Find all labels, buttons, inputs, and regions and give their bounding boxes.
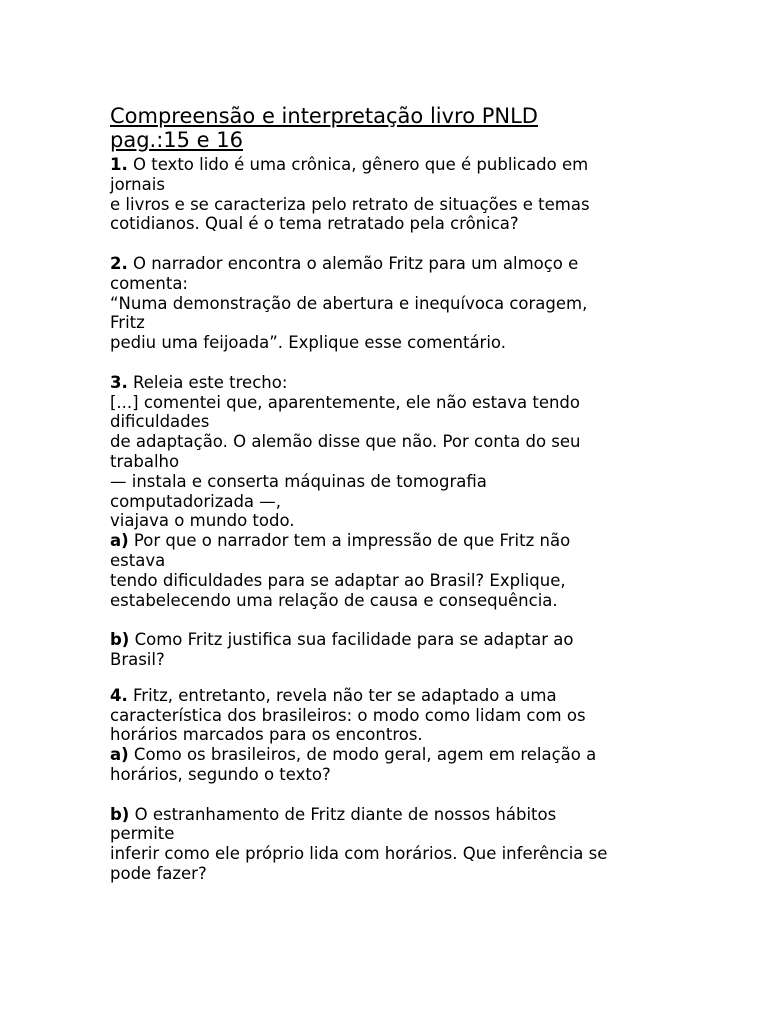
question-text: inferir como ele próprio lida com horários. Que inferência se: [110, 844, 608, 864]
document-title: [110, 104, 730, 152]
question-text: pode fazer?: [110, 863, 207, 883]
item-label: b): [110, 630, 130, 650]
question-text: “Numa demonstração de abertura e inequívoca coragem,: [110, 293, 588, 313]
question-text: jornais: [110, 174, 165, 194]
question-text: Fritz: [110, 313, 145, 333]
question-text: característica dos brasileiros: o modo como lidam com os: [110, 705, 586, 725]
question-text: Como Fritz justifica sua facilidade para se adaptar ao: [129, 630, 574, 650]
question-1: [110, 155, 730, 234]
quote-text: trabalho: [110, 451, 180, 471]
quote-text: [...] comentei que, aparentemente, ele não estava tendo: [110, 392, 581, 412]
quote-text: dificuldades: [110, 412, 210, 432]
item-label: a): [110, 531, 129, 551]
title-line-1: Compreensão e interpretação livro PNLD: [110, 104, 538, 128]
document-page: [110, 104, 730, 884]
item-label: b): [110, 804, 130, 824]
question-text: cotidianos. Qual é o tema retratado pela crônica?: [110, 214, 519, 234]
question-2: [110, 254, 730, 353]
question-text: comenta:: [110, 273, 188, 293]
question-text: Brasil?: [110, 649, 165, 669]
question-text: Como os brasileiros, de modo geral, agem em relação a: [128, 745, 597, 765]
item-label: a): [110, 745, 129, 765]
question-text: estabelecendo uma relação de causa e consequência.: [110, 590, 558, 610]
question-text: tendo dificuldades para se adaptar ao Brasil? Explique,: [110, 570, 566, 590]
title-line-2: pag.:15 e 16: [110, 128, 243, 152]
question-text: O estranhamento de Fritz diante de nossos hábitos: [129, 804, 557, 824]
quote-text: de adaptação. O alemão disse que não. Por conta do seu: [110, 432, 581, 452]
question-number: 4.: [110, 685, 128, 705]
question-number: 3.: [110, 372, 128, 392]
question-text: Releia este trecho:: [127, 372, 288, 392]
question-text: Por que o narrador tem a impressão de que Fritz não: [128, 531, 571, 551]
question-text: O texto lido é uma crônica, gênero que é publicado em: [127, 155, 589, 174]
question-3: [110, 373, 730, 670]
question-text: O narrador encontra o alemão Fritz para um almoço e: [127, 253, 579, 273]
question-text: Fritz, entretanto, revela não ter se adaptado a uma: [127, 685, 557, 705]
question-text: permite: [110, 824, 175, 844]
question-text: pediu uma feijoada”. Explique esse comentário.: [110, 333, 506, 353]
question-number: 1.: [110, 155, 128, 174]
question-text: horários, segundo o texto?: [110, 764, 331, 784]
question-text: e livros e se caracteriza pelo retrato de situações e temas: [110, 194, 590, 214]
quote-text: computadorizada —,: [110, 491, 282, 511]
question-4: [110, 686, 730, 884]
question-text: horários marcados para os encontros.: [110, 725, 423, 745]
quote-text: — instala e conserta máquinas de tomografia: [110, 471, 487, 491]
quote-text: viajava o mundo todo.: [110, 511, 295, 531]
question-number: 2.: [110, 253, 128, 273]
question-text: estava: [110, 550, 166, 570]
